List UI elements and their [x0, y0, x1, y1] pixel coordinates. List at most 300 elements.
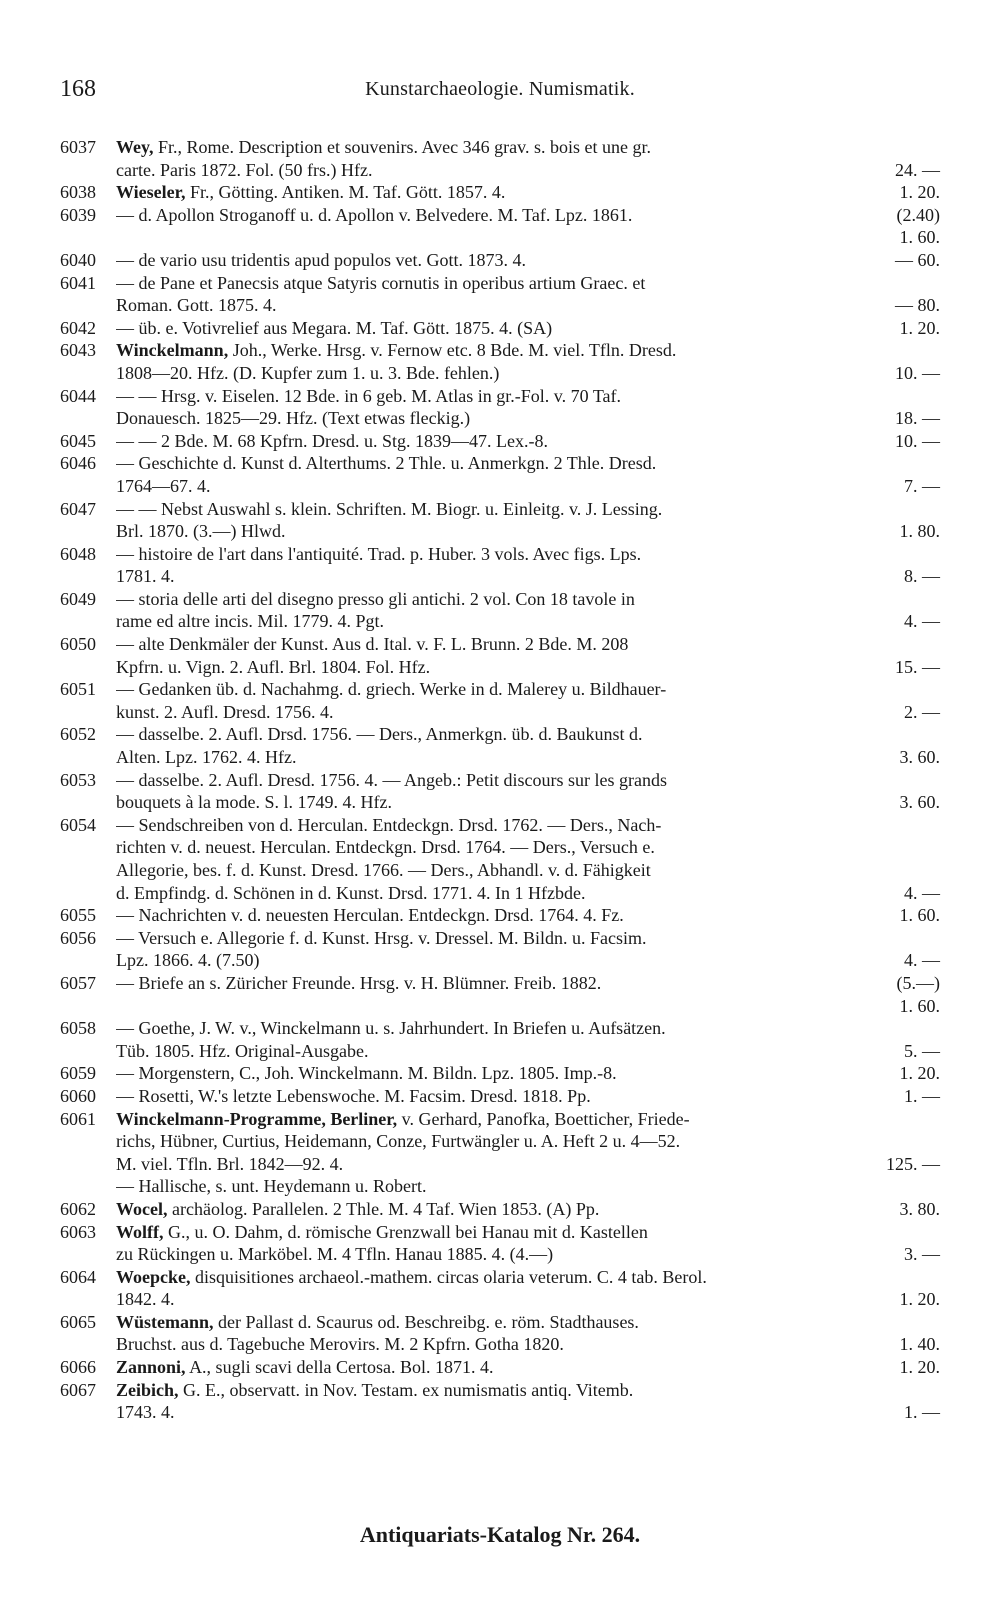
entry-price: (2.40) [896, 204, 940, 225]
entry-line [116, 1266, 940, 1289]
entry-author: Wolff, [116, 1221, 164, 1242]
catalog-entry [60, 723, 940, 768]
entry-text [116, 249, 940, 272]
entry-price [932, 927, 940, 950]
entry-line-text [116, 723, 932, 746]
entry-number: 6052 [60, 724, 96, 745]
entry-line-text [116, 588, 932, 611]
entry-line [116, 1379, 940, 1402]
entry-number: 6054 [60, 814, 96, 835]
catalog-entry [60, 543, 940, 588]
entry-price [932, 543, 940, 566]
entry-text [116, 1175, 940, 1198]
entry-price: 1. — [904, 1402, 940, 1423]
entry-line-text [116, 791, 892, 814]
entry-line [116, 1401, 940, 1424]
entry-number: 6040 [60, 249, 96, 270]
entry-number: 6065 [60, 1311, 96, 1332]
entry-author: Zeibich, [116, 1379, 179, 1400]
entry-line-text [116, 701, 896, 724]
entry-text [116, 927, 940, 972]
entry-line [116, 836, 940, 859]
entry-line [116, 1243, 940, 1266]
entry-line [116, 520, 940, 543]
entry-line-text [116, 317, 892, 340]
entry-line [116, 1175, 940, 1198]
entry-text [116, 1198, 940, 1221]
entry-text [116, 678, 940, 723]
entry-price: 1. 60. [899, 995, 940, 1016]
entry-line-text [116, 1288, 892, 1311]
entry-line [116, 136, 940, 159]
entry-line-text [116, 136, 932, 159]
catalog-entry [60, 272, 940, 317]
entry-line-text [116, 1040, 896, 1063]
entry-line [116, 701, 940, 724]
entry-line-text [116, 1221, 932, 1244]
entry-line [116, 1153, 940, 1176]
entry-price: 1. 60. [899, 227, 940, 248]
catalog-entry [60, 452, 940, 497]
entry-price [932, 1017, 940, 1040]
entry-text [116, 1062, 940, 1085]
entry-line [116, 543, 940, 566]
entry-line-text [116, 1085, 896, 1108]
entry-line-content: zu Rückingen u. Marköbel. M. 4 Tfln. Hanau 1885. 4. (4.—) [116, 1244, 554, 1265]
entry-number: 6062 [60, 1198, 96, 1219]
entry-number: 6046 [60, 453, 96, 474]
entry-price: 125. — [886, 1153, 940, 1174]
entry-line-content: — Morgenstern, C., Joh. Winckelmann. M. Bildn. Lpz. 1805. Imp.-8. [116, 1063, 617, 1084]
entry-line-content: G. E., observatt. in Nov. Testam. ex numismatis antiq. Vitemb. [183, 1379, 634, 1400]
entry-line [116, 317, 940, 340]
entry-line-content: A., sugli scavi della Certosa. Bol. 1871. 4. [189, 1357, 494, 1378]
entry-line-content: 1764—67. 4. [116, 475, 211, 496]
entry-line [116, 294, 940, 317]
entry-price: 4. — [904, 611, 940, 632]
entry-line-content: Roman. Gott. 1875. 4. [116, 295, 277, 316]
entry-price: — 80. [895, 295, 940, 316]
entry-text [116, 385, 940, 430]
entry-line-content: — — Hrsg. v. Eiselen. 12 Bde. in 6 geb. M. Atlas in gr.-Fol. v. 70 Taf. [116, 385, 622, 406]
entry-number: 6038 [60, 182, 96, 203]
entry-line-text [116, 1175, 932, 1198]
entry-line-text [116, 1379, 932, 1402]
entry-line-content: — de Pane et Panecsis atque Satyris cornutis in operibus artium Graec. et [116, 272, 646, 293]
catalog-entry [60, 972, 940, 1017]
entry-line-text [116, 543, 932, 566]
entry-line-content: — dasselbe. 2. Aufl. Dresd. 1756. 4. — Angeb.: Petit discours sur les grands [116, 769, 667, 790]
entry-line [116, 882, 940, 905]
entry-line-content: Allegorie, bes. f. d. Kunst. Dresd. 1766. — Ders., Abhandl. v. d. Fähigkeit [116, 860, 651, 880]
entry-line-content: — Sendschreiben von d. Herculan. Entdeckgn. Drsd. 1762. — Ders., Nach- [116, 814, 662, 835]
entry-line-content: G., u. O. Dahm, d. römische Grenzwall bei Hanau mit d. Kastellen [168, 1221, 648, 1242]
entry-line-content: — Rosetti, W.'s letzte Lebenswoche. M. Facsim. Dresd. 1818. Pp. [116, 1085, 591, 1106]
catalog-entry [60, 204, 940, 249]
entry-text [116, 181, 940, 204]
entry-line-text [116, 1311, 932, 1334]
entry-line-content: Lpz. 1866. 4. (7.50) [116, 950, 260, 971]
entry-line-text [116, 385, 932, 408]
entry-line [116, 633, 940, 656]
entry-line-text [116, 746, 892, 769]
entry-line [116, 498, 940, 521]
catalog-entry [60, 249, 940, 272]
entry-line-content: Donauesch. 1825—29. Hfz. (Text etwas fleckig.) [116, 408, 471, 429]
entry-price: — 60. [895, 249, 940, 270]
entry-price [932, 678, 940, 701]
entry-price [932, 1379, 940, 1402]
entry-line-text [116, 949, 896, 972]
entry-number: 6053 [60, 769, 96, 790]
entry-price: 15. — [895, 656, 940, 677]
entry-author: Wey, [116, 137, 154, 157]
entry-line [116, 588, 940, 611]
entry-price [932, 814, 940, 837]
entry-line-content: M. viel. Tfln. Brl. 1842—92. 4. [116, 1153, 344, 1174]
entry-line-text [116, 159, 887, 182]
entry-text [116, 814, 940, 904]
catalog-entry [60, 1085, 940, 1108]
entry-line [116, 769, 940, 792]
entry-line-text [116, 1266, 932, 1289]
entry-line-text [116, 1062, 892, 1085]
catalog-entry [60, 678, 940, 723]
entry-line-text [116, 814, 932, 837]
entry-line-content: disquisitiones archaeol.-mathem. circas olaria veterum. C. 4 tab. Berol. [195, 1266, 707, 1287]
entry-author: Wieseler, [116, 182, 186, 203]
catalog-entry [60, 181, 940, 204]
entry-line-content: archäolog. Parallelen. 2 Thle. M. 4 Taf. Wien 1853. (A) Pp. [172, 1198, 600, 1219]
entry-line-content: — Hallische, s. unt. Heydemann u. Robert. [116, 1176, 427, 1197]
entry-text [116, 1266, 940, 1311]
entry-price [932, 1108, 940, 1131]
entry-price [932, 588, 940, 611]
catalog-footer: Antiquariats-Katalog Nr. 264. [359, 1522, 641, 1547]
catalog-entry [60, 1175, 940, 1198]
entry-author: Wocel, [116, 1198, 168, 1219]
entry-line [116, 859, 940, 882]
entry-price: 1. 60. [899, 905, 940, 926]
entry-line-content: — Geschichte d. Kunst d. Alterthums. 2 Thle. u. Anmerkgn. 2 Thle. Dresd. [116, 453, 657, 474]
entry-line [116, 430, 940, 453]
entry-text [116, 1379, 940, 1424]
entry-line-content: — üb. e. Votivrelief aus Megara. M. Taf. Gött. 1875. 4. (SA) [116, 317, 553, 338]
entry-text [116, 588, 940, 633]
entry-line [116, 362, 940, 385]
entry-line-text [116, 656, 887, 679]
entry-number: 6058 [60, 1018, 96, 1039]
catalog-entry [60, 339, 940, 384]
entry-line [116, 995, 940, 1018]
catalog-entry [60, 136, 940, 181]
entry-text [116, 769, 940, 814]
entry-text [116, 339, 940, 384]
entry-line-content: Fr., Götting. Antiken. M. Taf. Gött. 1857. 4. [190, 182, 506, 203]
entry-line-content: der Pallast d. Scaurus od. Beschreibg. e. röm. Stadthauses. [218, 1311, 639, 1332]
entry-text [116, 317, 940, 340]
page-number: 168 [60, 76, 96, 102]
entry-line-text [116, 294, 887, 317]
catalog-entry [60, 1266, 940, 1311]
entry-number: 6067 [60, 1379, 96, 1400]
catalog-entry [60, 1356, 940, 1379]
entry-number: 6047 [60, 498, 96, 519]
entry-line-content: — alte Denkmäler der Kunst. Aus d. Ital. v. F. L. Brunn. 2 Bde. M. 208 [116, 634, 629, 655]
entry-price [932, 1221, 940, 1244]
entry-line-text [116, 1401, 896, 1424]
entry-line [116, 1040, 940, 1063]
entry-number: 6041 [60, 272, 96, 293]
entry-text [116, 723, 940, 768]
entry-line [116, 1062, 940, 1085]
running-head: Kunstarchaeologie. Numismatik. [365, 78, 635, 100]
entry-line-content: richs, Hübner, Curtius, Heidemann, Conze, Furtwängler u. A. Heft 2 u. 4—52. [116, 1131, 681, 1152]
entry-line-content: — — 2 Bde. M. 68 Kpfrn. Dresd. u. Stg. 1839—47. Lex.-8. [116, 430, 548, 451]
entry-line-text [116, 1108, 932, 1131]
entry-line-content: Brl. 1870. (3.—) Hlwd. [116, 521, 286, 542]
entry-line-content: — histoire de l'art dans l'antiquité. Trad. p. Huber. 3 vols. Avec figs. Lps. [116, 543, 642, 564]
entry-price [932, 339, 940, 362]
entry-author: Winckelmann-Programme, Berliner, [116, 1108, 398, 1129]
entry-price: 3. 60. [899, 792, 940, 813]
entry-number: 6055 [60, 905, 96, 926]
entry-line-text [116, 904, 892, 927]
entry-price: 1. — [904, 1085, 940, 1106]
entry-line-text [116, 407, 887, 430]
entry-line [116, 159, 940, 182]
entry-number: 6060 [60, 1085, 96, 1106]
catalog-entry [60, 498, 940, 543]
entry-line-text [116, 927, 932, 950]
entry-line-text [116, 430, 887, 453]
entry-price [932, 1266, 940, 1289]
entry-author: Winckelmann, [116, 340, 229, 361]
entry-line-content: Kpfrn. u. Vign. 2. Aufl. Brl. 1804. Fol. Hfz. [116, 656, 431, 677]
entry-line-text [116, 204, 889, 227]
entry-line-content: — d. Apollon Stroganoff u. d. Apollon v. Belvedere. M. Taf. Lpz. 1861. [116, 204, 633, 225]
entry-number: 6049 [60, 588, 96, 609]
entry-line [116, 927, 940, 950]
entry-number: 6037 [60, 137, 96, 157]
entry-line-content: carte. Paris 1872. Fol. (50 frs.) Hfz. [116, 159, 373, 180]
entry-line [116, 1085, 940, 1108]
entry-line-text [116, 452, 932, 475]
entry-line [116, 204, 940, 227]
entry-line [116, 949, 940, 972]
entry-line-text [116, 972, 889, 995]
entry-line-content: bouquets à la mode. S. l. 1749. 4. Hfz. [116, 792, 392, 813]
entry-price: (5.—) [896, 972, 940, 993]
entry-line [116, 339, 940, 362]
catalog-entry [60, 814, 940, 904]
entry-price [932, 498, 940, 521]
catalog-entry [60, 633, 940, 678]
entry-price [932, 1130, 940, 1153]
entry-line-text [116, 1198, 892, 1221]
entry-line-content: — de vario usu tridentis apud populos vet. Gott. 1873. 4. [116, 249, 526, 270]
entry-text [116, 904, 940, 927]
entry-price: 1. 40. [899, 1334, 940, 1355]
entry-number: 6063 [60, 1221, 96, 1242]
entry-price [932, 633, 940, 656]
entry-line-text [116, 520, 892, 543]
entry-line [116, 272, 940, 295]
entry-price: 1. 20. [899, 182, 940, 203]
entry-line-content: Tüb. 1805. Hfz. Original-Ausgabe. [116, 1040, 369, 1061]
entry-number: 6051 [60, 679, 96, 700]
entry-line-text [116, 362, 887, 385]
entry-price: 8. — [904, 566, 940, 587]
entry-price: 1. 20. [899, 317, 940, 338]
entry-line [116, 452, 940, 475]
entry-line-text [116, 1333, 892, 1356]
entry-line-text [116, 836, 932, 859]
entry-line-content: — Nachrichten v. d. neuesten Herculan. Entdeckgn. Drsd. 1764. 4. Fz. [116, 905, 624, 926]
entry-line-content: Joh., Werke. Hrsg. v. Fernow etc. 8 Bde. M. viel. Tfln. Dresd. [232, 340, 677, 361]
entry-line-content: — Gedanken üb. d. Nachahmg. d. griech. Werke in d. Malerey u. Bildhauer- [116, 679, 667, 700]
entry-line-text [116, 1356, 892, 1379]
catalog-entries [60, 136, 940, 1424]
catalog-entry [60, 1379, 940, 1424]
entry-text [116, 1356, 940, 1379]
entry-number: 6044 [60, 385, 96, 406]
entry-author: Zannoni, [116, 1357, 186, 1378]
catalog-entry [60, 1062, 940, 1085]
entry-line-text [116, 995, 892, 1018]
entry-number: 6042 [60, 317, 96, 338]
entry-text [116, 972, 940, 1017]
entry-line [116, 565, 940, 588]
entry-line-content: 1781. 4. [116, 566, 175, 587]
entry-line [116, 656, 940, 679]
entry-text [116, 1085, 940, 1108]
entry-price: 1. 20. [899, 1357, 940, 1378]
entry-line-text [116, 475, 896, 498]
entry-line [116, 475, 940, 498]
entry-line [116, 1333, 940, 1356]
entry-text [116, 1221, 940, 1266]
entry-number: 6059 [60, 1063, 96, 1084]
entry-price: 10. — [895, 430, 940, 451]
entry-line [116, 1108, 940, 1131]
entry-line-text [116, 678, 932, 701]
entry-text [116, 1311, 940, 1356]
catalog-entry [60, 769, 940, 814]
entry-price [932, 272, 940, 295]
entry-line-content: — Versuch e. Allegorie f. d. Kunst. Hrsg. v. Dressel. M. Bildn. u. Facsim. [116, 927, 647, 948]
entry-line-content: v. Gerhard, Panofka, Boetticher, Friede- [401, 1108, 690, 1129]
entry-price: 2. — [904, 701, 940, 722]
entry-price [932, 836, 940, 859]
entry-line-text [116, 882, 896, 905]
catalog-entry [60, 1017, 940, 1062]
entry-price: 7. — [904, 475, 940, 496]
entry-price [932, 385, 940, 408]
entry-line-text [116, 272, 932, 295]
entry-price: 1. 20. [899, 1063, 940, 1084]
entry-price [932, 859, 940, 882]
entry-line-content: d. Empfindg. d. Schönen in d. Kunst. Drsd. 1771. 4. In 1 Hfzbde. [116, 882, 586, 903]
entry-price: 4. — [904, 950, 940, 971]
entry-text [116, 498, 940, 543]
entry-line-content: Bruchst. aus d. Tagebuche Merovirs. M. 2 Kpfrn. Gotha 1820. [116, 1334, 564, 1355]
entry-line-text [116, 339, 932, 362]
entry-text [116, 272, 940, 317]
entry-number: 6057 [60, 972, 96, 993]
entry-line-content: kunst. 2. Aufl. Dresd. 1756. 4. [116, 701, 334, 722]
entry-line [116, 1017, 940, 1040]
entry-price: 10. — [895, 362, 940, 383]
entry-price: 4. — [904, 882, 940, 903]
entry-line-text [116, 565, 896, 588]
entry-price [932, 452, 940, 475]
entry-number: 6050 [60, 634, 96, 655]
entry-line-text [116, 769, 932, 792]
entry-line-text [116, 1130, 932, 1153]
entry-number: 6045 [60, 430, 96, 451]
entry-line-text [116, 249, 887, 272]
entry-price: 5. — [904, 1040, 940, 1061]
entry-number: 6043 [60, 340, 96, 361]
entry-line-content: — Goethe, J. W. v., Winckelmann u. s. Jahrhundert. In Briefen u. Aufsätzen. [116, 1018, 666, 1039]
entry-text [116, 204, 940, 249]
entry-line [116, 678, 940, 701]
entry-line-content: richten v. d. neuest. Herculan. Entdeckgn. Drsd. 1764. — Ders., Versuch e. [116, 837, 655, 858]
entry-line [116, 385, 940, 408]
entry-line-content: 1842. 4. [116, 1289, 175, 1310]
entry-line [116, 723, 940, 746]
catalog-entry [60, 1221, 940, 1266]
catalog-entry [60, 588, 940, 633]
entry-line [116, 249, 940, 272]
entry-text [116, 452, 940, 497]
entry-text [116, 1108, 940, 1176]
entry-text [116, 136, 940, 181]
entry-line-text [116, 1017, 932, 1040]
entry-line-text [116, 859, 932, 882]
entry-line [116, 1130, 940, 1153]
entry-line-content: — storia delle arti del disegno presso gli antichi. 2 vol. Con 18 tavole in [116, 588, 635, 609]
entry-line [116, 972, 940, 995]
entry-price: 3. — [904, 1244, 940, 1265]
entry-line [116, 610, 940, 633]
entry-author: Wüstemann, [116, 1311, 214, 1332]
entry-line [116, 791, 940, 814]
entry-line-content: — dasselbe. 2. Aufl. Drsd. 1756. — Ders., Anmerkgn. üb. d. Baukunst d. [116, 724, 643, 745]
entry-price: 3. 60. [899, 747, 940, 768]
entry-number: 6064 [60, 1266, 96, 1287]
entry-price: 1. 80. [899, 521, 940, 542]
entry-price: 1. 20. [899, 1289, 940, 1310]
entry-line-content: — — Nebst Auswahl s. klein. Schriften. M. Biogr. u. Einleitg. v. J. Lessing. [116, 498, 663, 519]
entry-line-content: Fr., Rome. Description et souvenirs. Avec 346 grav. s. bois et une gr. [158, 137, 651, 157]
entry-number: 6066 [60, 1357, 96, 1378]
catalog-entry [60, 1108, 940, 1176]
entry-line-text [116, 181, 892, 204]
entry-price: 18. — [895, 408, 940, 429]
entry-price: 3. 80. [899, 1198, 940, 1219]
catalog-entry [60, 385, 940, 430]
entry-line-text [116, 226, 892, 249]
entry-line [116, 1311, 940, 1334]
entry-line [116, 1356, 940, 1379]
entry-line [116, 904, 940, 927]
entry-line [116, 181, 940, 204]
entry-line-content: — Briefe an s. Züricher Freunde. Hrsg. v. H. Blümner. Freib. 1882. [116, 972, 602, 993]
entry-price [932, 1311, 940, 1334]
entry-line-content: Alten. Lpz. 1762. 4. Hfz. [116, 747, 297, 768]
